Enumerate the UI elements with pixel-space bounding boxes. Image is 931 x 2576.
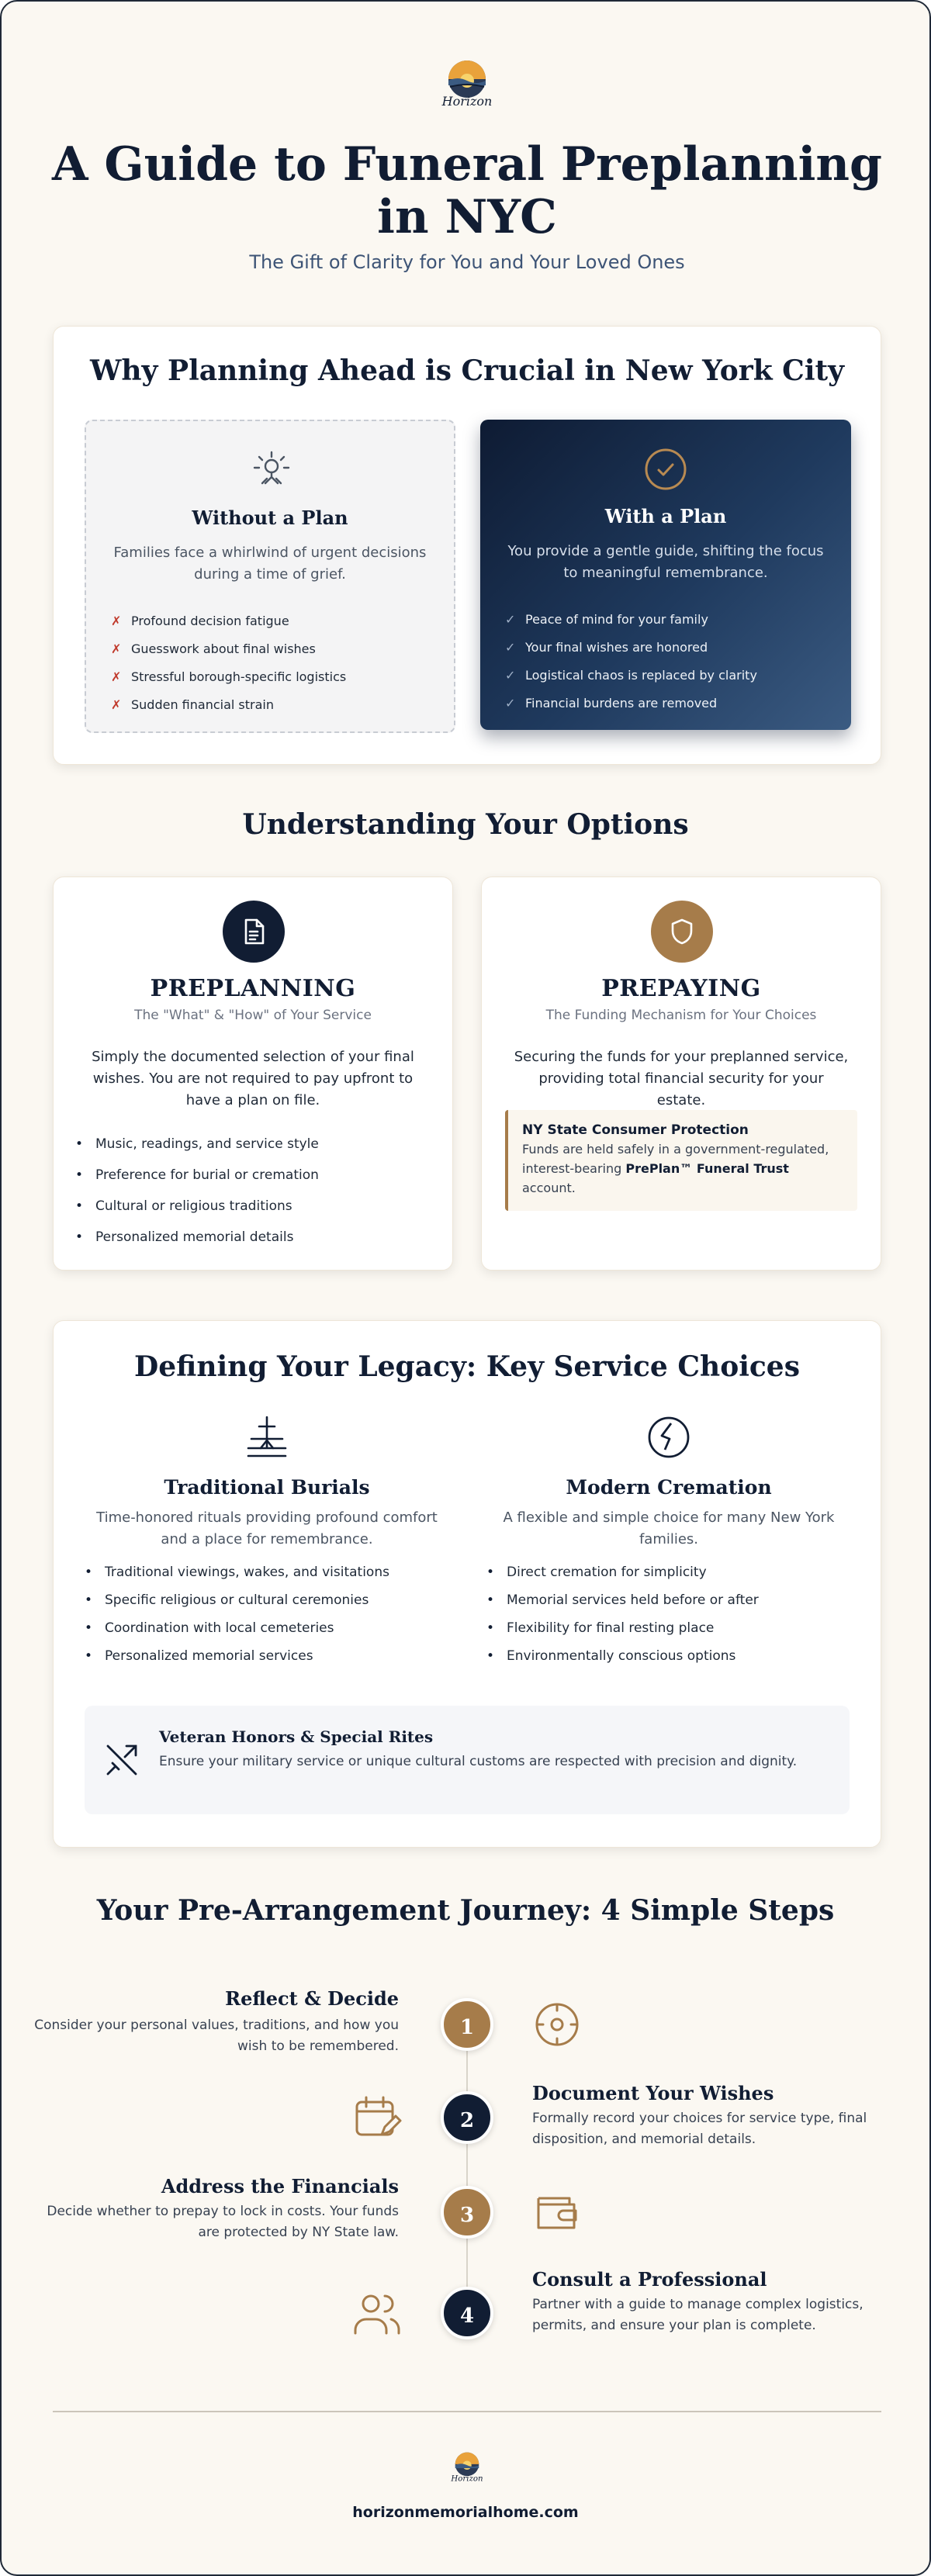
step-3-number: 3: [441, 2186, 493, 2239]
calendar-edit-icon: [352, 2093, 402, 2142]
x-mark-icon: ✗: [111, 614, 122, 628]
preplanning-card: [53, 877, 453, 1271]
with-plan-description: You provide a gentle guide, shifting the focus to meaningful remembrance.: [507, 543, 824, 581]
step-4-number: 4: [441, 2287, 493, 2339]
legacy-card: [53, 1320, 881, 1848]
with-plan-list: [505, 606, 757, 717]
svg-text:Horizon: Horizon: [441, 94, 493, 109]
burials-title: Traditional Burials: [164, 1476, 370, 1499]
step-2-title: Document Your Wishes: [532, 2082, 774, 2104]
x-mark-icon: ✗: [111, 697, 122, 712]
list-item: ✓ Peace of mind for your family: [505, 606, 757, 634]
prepaying-description: Securing the funds for your preplanned service, providing total financial security for your estate.: [514, 1049, 849, 1108]
why-planning-title: Why Planning Ahead is Crucial in New York City: [89, 354, 845, 387]
step-2-text: Formally record your choices for service type, final disposition, and memorial details.: [532, 2111, 867, 2147]
wallet-icon: [532, 2187, 582, 2237]
people-icon: [352, 2290, 402, 2339]
list-item: ✗ Guesswork about final wishes: [111, 635, 346, 663]
list-item: ✗ Sudden financial strain: [111, 691, 346, 719]
timeline-line: [466, 2003, 468, 2329]
with-plan-title: With a Plan: [604, 505, 727, 527]
step-4-text: Partner with a guide to manage complex logistics, permits, and ensure your plan is complete.: [532, 2297, 864, 2333]
list-item: ✗ Profound decision fatigue: [111, 607, 346, 635]
stress-figure-icon: [248, 448, 295, 494]
without-plan-panel: [85, 420, 455, 733]
list-item: • Preference for burial or cremation: [75, 1160, 319, 1191]
ny-protection-callout: [505, 1110, 857, 1211]
crossed-swords-icon: [103, 1741, 140, 1779]
preplanning-title: PREPLANNING: [150, 975, 356, 1002]
preplanning-description: Simply the documented selection of your final wishes. You are not required to pay upfront to have a plan on file.: [92, 1049, 414, 1108]
step-1-number: 1: [441, 1998, 493, 2051]
check-mark-icon: ✓: [505, 696, 516, 711]
prepaying-title: PREPAYING: [601, 975, 761, 1002]
step-4-title: Consult a Professional: [532, 2268, 767, 2291]
list-item: ✓ Logistical chaos is replaced by clarity: [505, 662, 757, 690]
x-mark-icon: ✗: [111, 641, 122, 656]
list-item: ✓ Your final wishes are honored: [505, 634, 757, 662]
step-1-text: Consider your personal values, traditions, and how you wish to be remembered.: [34, 2018, 399, 2054]
list-item: ✗ Stressful borough-specific logistics: [111, 663, 346, 691]
prepaying-subtitle: The Funding Mechanism for Your Choices: [545, 1008, 817, 1023]
list-item: • Environmentally conscious options: [486, 1642, 759, 1670]
list-item: • Flexibility for final resting place: [486, 1614, 759, 1642]
burials-description: Time-honored rituals providing profound comfort and a place for remembrance.: [96, 1509, 438, 1547]
flame-circle-icon: [645, 1414, 692, 1461]
burial-icon: [244, 1414, 290, 1461]
check-circle-icon: [642, 446, 689, 493]
callout-title: NY State Consumer Protection: [522, 1122, 749, 1138]
step-3-title: Address the Financials: [161, 2175, 399, 2197]
list-item: ✓ Financial burdens are removed: [505, 690, 757, 717]
x-mark-icon: ✗: [111, 669, 122, 684]
list-item: • Specific religious or cultural ceremonies: [85, 1586, 389, 1614]
cremation-list: [486, 1558, 759, 1670]
shield-icon: [651, 901, 713, 963]
legacy-title: Defining Your Legacy: Key Service Choices: [134, 1350, 800, 1383]
cremation-title: Modern Cremation: [566, 1476, 772, 1499]
list-item: • Music, readings, and service style: [75, 1129, 319, 1160]
step-2-number: 2: [441, 2091, 493, 2144]
without-plan-title: Without a Plan: [192, 507, 348, 529]
options-title: Understanding Your Options: [242, 808, 689, 841]
preplanning-list: [75, 1129, 319, 1253]
horizon-logo: [433, 57, 501, 113]
check-mark-icon: ✓: [505, 612, 516, 627]
burials-list: [85, 1558, 389, 1670]
compass-icon: [532, 2000, 582, 2049]
without-plan-list: [111, 607, 346, 719]
step-1-title: Reflect & Decide: [225, 1987, 399, 2010]
horizon-footer-logo: [445, 2450, 489, 2487]
why-planning-card: [53, 326, 881, 765]
check-mark-icon: ✓: [505, 668, 516, 683]
step-3-text: Decide whether to prepay to lock in costs. Your funds are protected by NY State law.: [47, 2204, 399, 2240]
footer-divider: [53, 2411, 881, 2412]
callout-text: Funds are held safely in a government-regulated, interest-bearing PrePlan™ Funeral Trust account.: [522, 1142, 829, 1195]
page-title: A Guide to Funeral Preplanning in NYC: [51, 137, 882, 244]
list-item: • Direct cremation for simplicity: [486, 1558, 759, 1586]
website-link[interactable]: horizonmemorialhome.com: [352, 2504, 579, 2521]
cremation-description: A flexible and simple choice for many New York families.: [503, 1509, 835, 1547]
with-plan-panel: [480, 420, 851, 730]
journey-title: Your Pre-Arrangement Journey: 4 Simple Steps: [96, 1894, 835, 1927]
preplanning-subtitle: The "What" & "How" of Your Service: [134, 1008, 372, 1023]
svg-text:Horizon: Horizon: [451, 2474, 483, 2484]
list-item: • Personalized memorial details: [75, 1222, 319, 1253]
list-item: • Personalized memorial services: [85, 1642, 389, 1670]
page-subtitle: The Gift of Clarity for You and Your Loved Ones: [249, 251, 685, 273]
prepaying-card: [481, 877, 881, 1271]
veteran-honors-box: [85, 1706, 850, 1814]
veteran-text: Ensure your military service or unique cultural customs are respected with precision and dignity.: [159, 1754, 798, 1769]
without-plan-description: Families face a whirlwind of urgent decisions during a time of grief.: [113, 545, 427, 583]
check-mark-icon: ✓: [505, 640, 516, 655]
veteran-title: Veteran Honors & Special Rites: [159, 1727, 434, 1746]
list-item: • Cultural or religious traditions: [75, 1191, 319, 1222]
document-icon: [223, 901, 285, 963]
list-item: • Coordination with local cemeteries: [85, 1614, 389, 1642]
list-item: • Traditional viewings, wakes, and visitations: [85, 1558, 389, 1586]
list-item: • Memorial services held before or after: [486, 1586, 759, 1614]
